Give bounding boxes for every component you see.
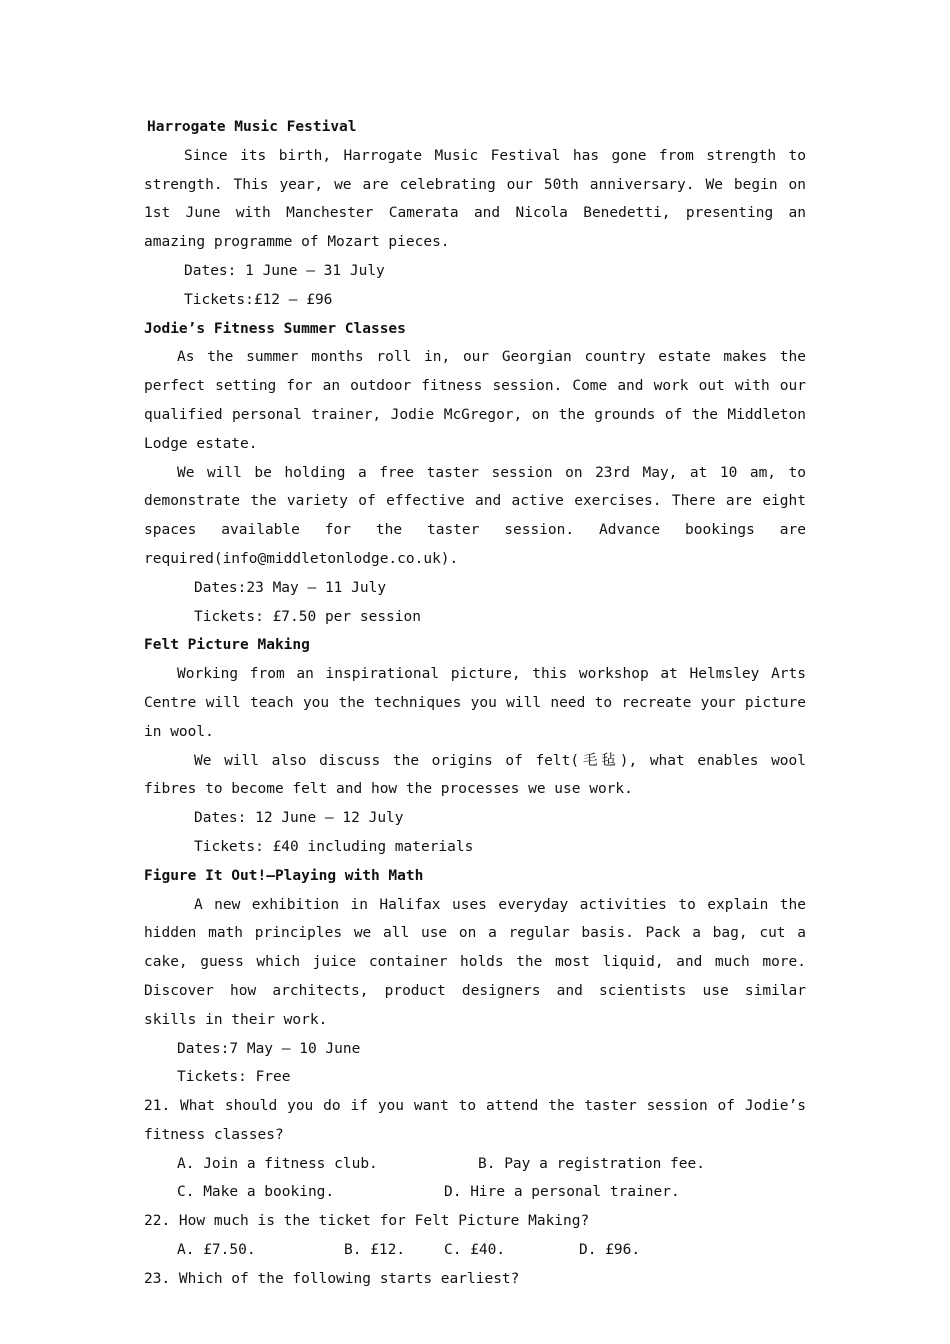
question-stem: 21. What should you do if you want to attend the taster session of Jodie’s fitness classes? bbox=[144, 1098, 806, 1143]
event-title: Jodie’s Fitness Summer Classes bbox=[144, 320, 406, 337]
event-description: A new exhibition in Halifax uses everyday activities to explain the hidden math principles we all use on a regular basis. Pack a bag, cut a cake, guess which juice container holds the most liquid, and much more. Discover how architects, product designers and scientists use similar skills in their work. bbox=[144, 896, 806, 1028]
event-dates: Dates: 12 June — 12 July bbox=[194, 810, 404, 827]
option-c: C. Make a booking. bbox=[177, 1184, 335, 1201]
event-title: Felt Picture Making bbox=[144, 637, 310, 654]
option-row bbox=[144, 1150, 806, 1179]
event-tickets: Tickets:£12 — £96 bbox=[184, 291, 333, 308]
event-tickets: Tickets: Free bbox=[177, 1069, 291, 1086]
event-title: Figure It Out!—Playing with Math bbox=[144, 867, 424, 884]
event-jodies-fitness bbox=[144, 315, 806, 632]
event-description: We will also discuss the origins of felt(毛毡), what enables wool fibres to become felt and how the processes we use work. bbox=[144, 752, 806, 798]
question-stem: 22. How much is the ticket for Felt Picture Making? bbox=[144, 1213, 590, 1230]
option-d: D. Hire a personal trainer. bbox=[444, 1184, 680, 1201]
event-description: We will be holding a free taster session on 23rd May, at 10 am, to demonstrate the variety of effective and active exercises. There are eight spaces available for the taster session. Advance bookings are required(info@middletonlodge.co.uk). bbox=[144, 464, 806, 567]
option-d: D. £96. bbox=[579, 1242, 641, 1259]
event-title: Harrogate Music Festival bbox=[147, 119, 357, 135]
event-dates: Dates:7 May — 10 June bbox=[177, 1040, 361, 1057]
event-felt-picture-making bbox=[144, 631, 806, 861]
question-stem: 23. Which of the following starts earliest? bbox=[144, 1270, 520, 1287]
option-b: B. £12. bbox=[344, 1242, 406, 1259]
question-23 bbox=[144, 1265, 806, 1294]
option-row bbox=[144, 1178, 806, 1207]
event-tickets: Tickets: £40 including materials bbox=[194, 838, 474, 855]
option-c: C. £40. bbox=[444, 1242, 506, 1259]
document-page bbox=[144, 113, 806, 1294]
event-description: Working from an inspirational picture, this workshop at Helmsley Arts Centre will teach you the techniques you will need to recreate your picture in wool. bbox=[144, 666, 806, 740]
option-a: A. £7.50. bbox=[177, 1242, 256, 1259]
question-22 bbox=[144, 1207, 806, 1265]
event-dates: Dates: 1 June — 31 July bbox=[184, 262, 385, 279]
option-row bbox=[144, 1236, 806, 1265]
event-figure-it-out bbox=[144, 862, 806, 1092]
event-description: Since its birth, Harrogate Music Festival has gone from strength to strength. This year, we are celebrating our 50th anniversary. We begin on 1st June with Manchester Camerata and Nicola Benedetti, presenting an amazing programme of Mozart pieces. bbox=[144, 147, 806, 251]
option-a: A. Join a fitness club. bbox=[177, 1155, 378, 1172]
event-harrogate-music-festival bbox=[144, 113, 806, 315]
option-b: B. Pay a registration fee. bbox=[478, 1155, 705, 1172]
event-description: As the summer months roll in, our Georgian country estate makes the perfect setting for an outdoor fitness session. Come and work out with our qualified personal trainer, Jodie McGregor, on the grounds of the Middleton Lodge estate. bbox=[144, 349, 806, 452]
event-tickets: Tickets: £7.50 per session bbox=[194, 608, 421, 625]
event-dates: Dates:23 May — 11 July bbox=[194, 579, 387, 596]
question-21 bbox=[144, 1092, 806, 1207]
